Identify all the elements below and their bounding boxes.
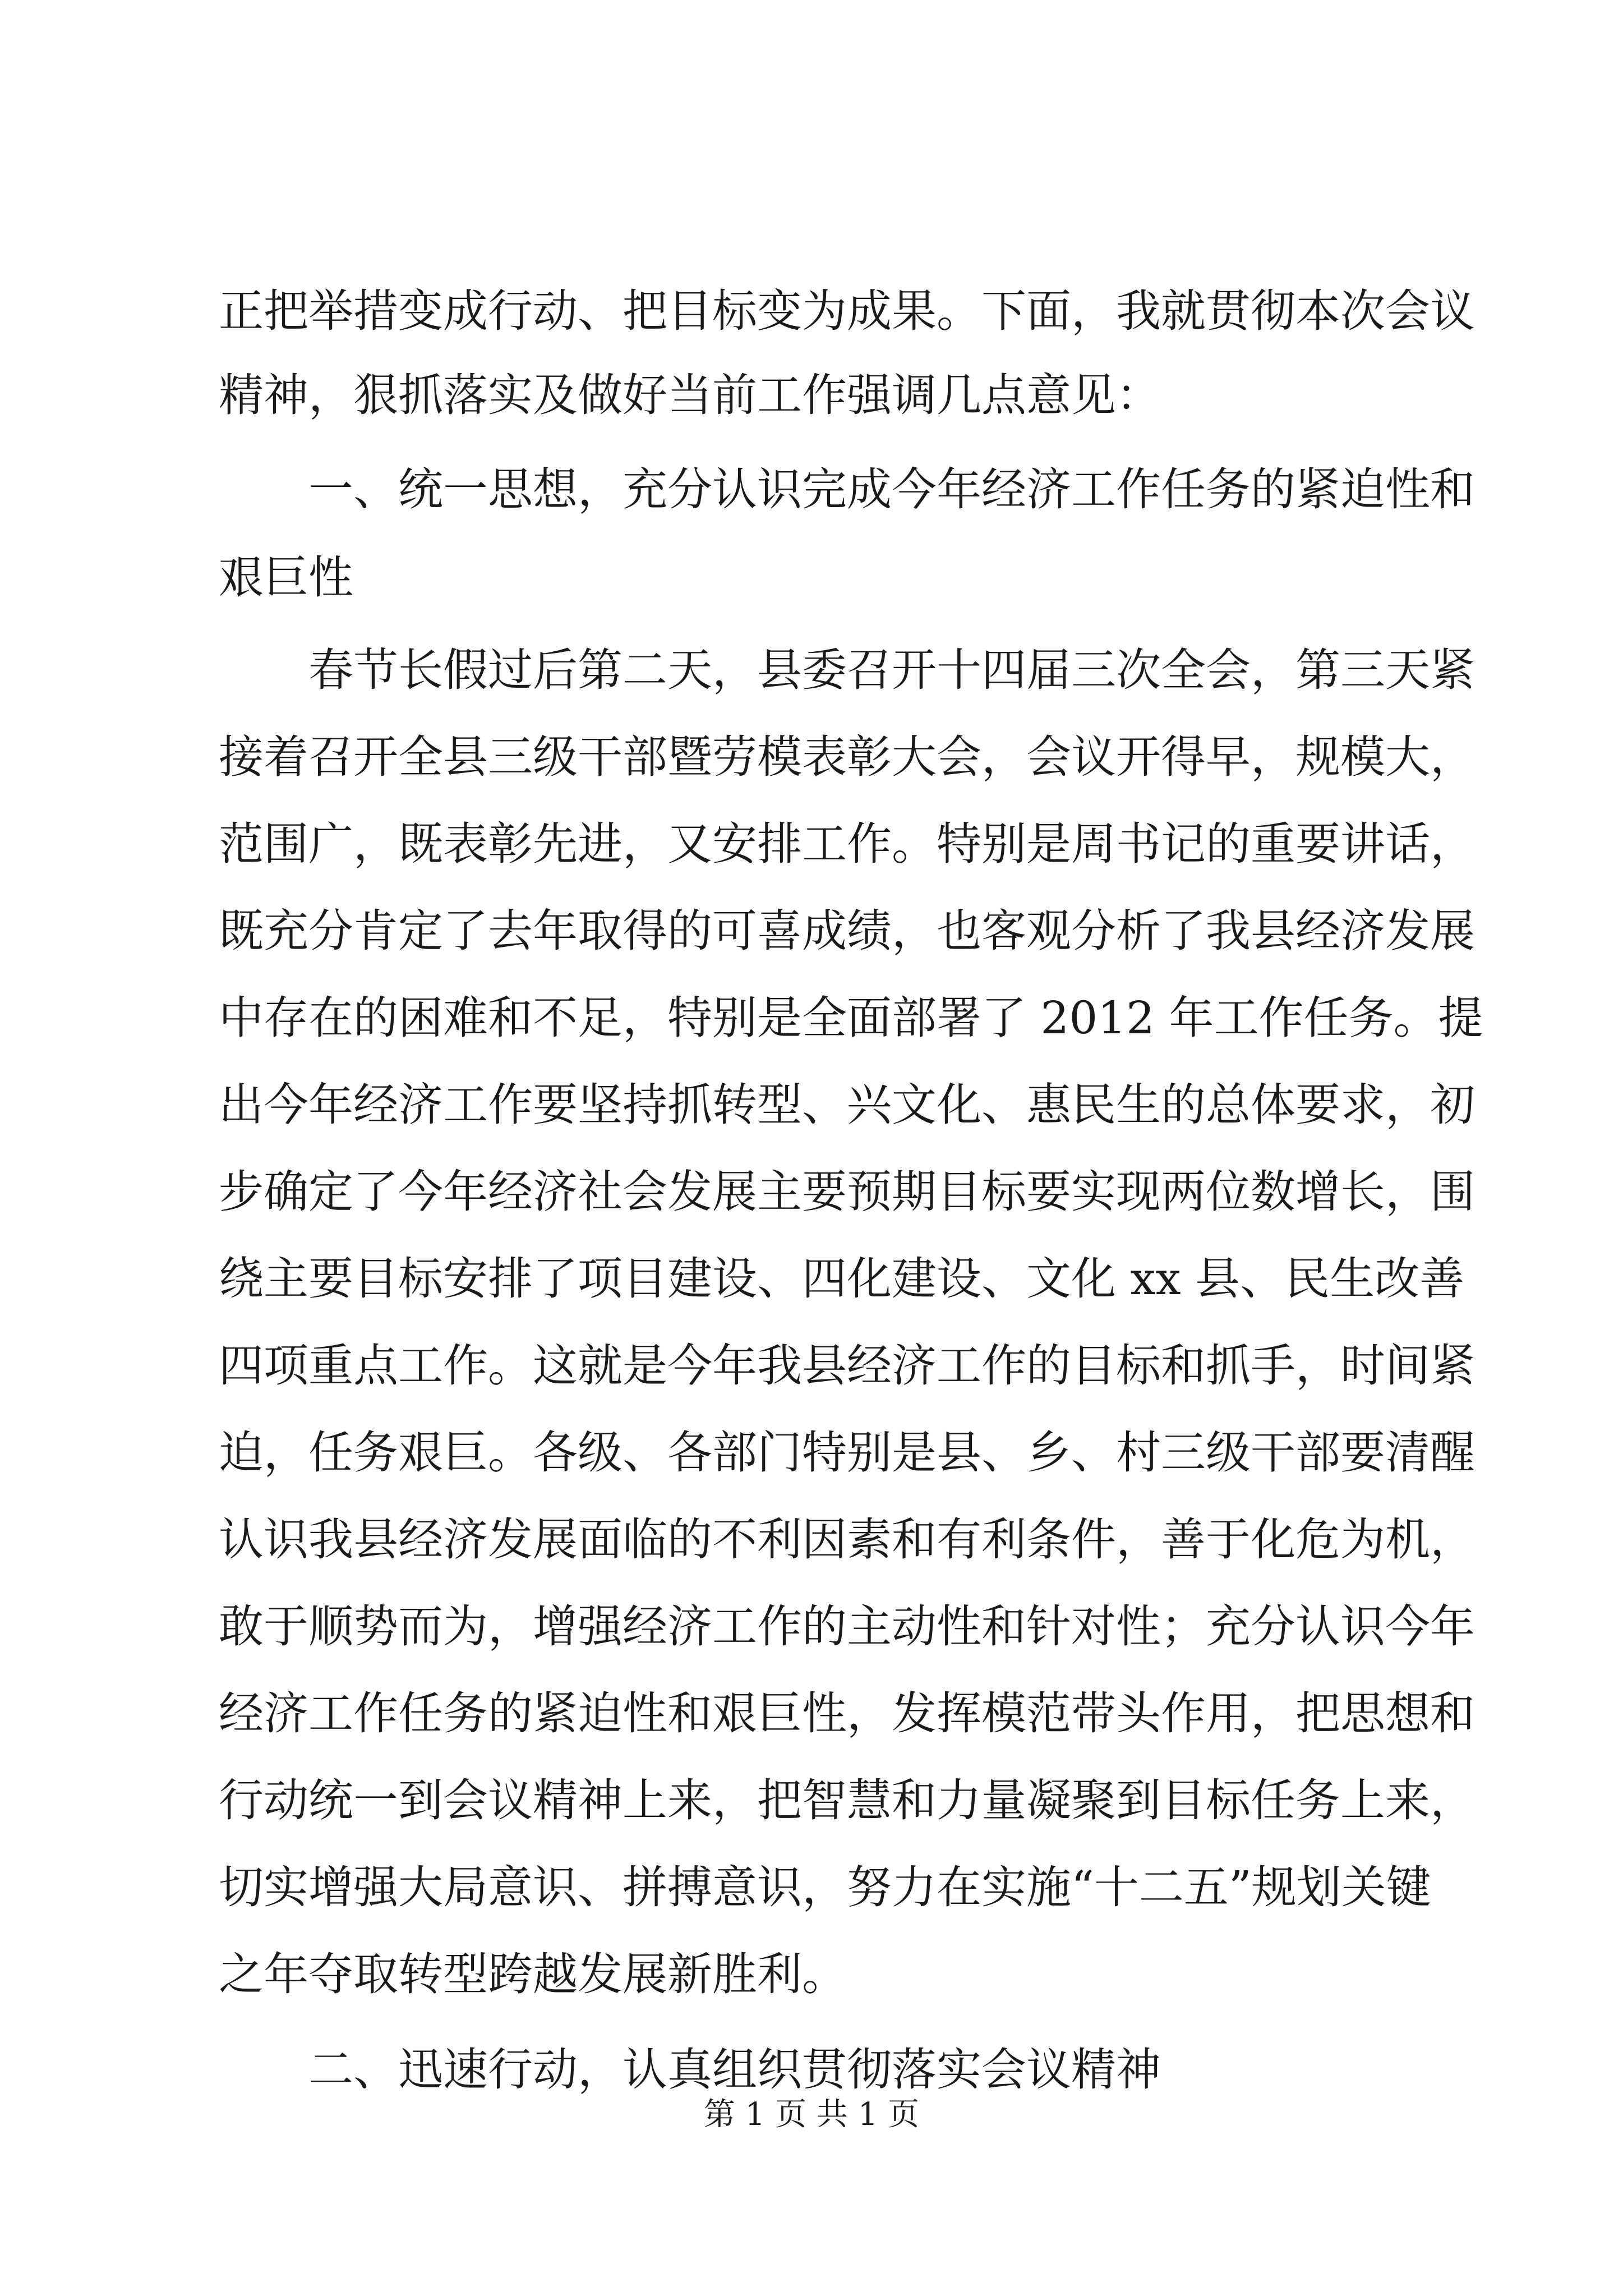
paragraph-line: 四项重点工作。这就是今年我县经济工作的目标和抓手，时间紧	[219, 1340, 1475, 1392]
paragraph-line: 敢于顺势而为，增强经济工作的主动性和针对性；充分认识今年	[219, 1600, 1475, 1653]
paragraph-line: 步确定了今年经济社会发展主要预期目标要实现两位数增长，围	[219, 1166, 1475, 1218]
section-heading-1: 一、统一思想，充分认识完成今年经济工作任务的紧迫性和	[308, 463, 1475, 516]
paragraph-line: 接着召开全县三级干部暨劳模表彰大会，会议开得早，规模大，	[219, 731, 1475, 783]
text-line: 精神，狠抓落实及做好当前工作强调几点意见：	[219, 369, 1161, 421]
paragraph-line: 切实增强大局意识、拼搏意识，努力在实施“十二五”规划关键	[219, 1861, 1431, 1913]
paragraph-line: 迫，任务艰巨。各级、各部门特别是县、乡、村三级干部要清醒	[219, 1427, 1475, 1479]
text-line: 正把举措变成行动、把目标变为成果。下面，我就贯彻本次会议	[219, 285, 1475, 337]
paragraph-line: 春节长假过后第二天，县委召开十四届三次全会，第三天紧	[308, 644, 1475, 696]
paragraph-line: 认识我县经济发展面临的不利因素和有利条件，善于化危为机，	[219, 1513, 1475, 1566]
paragraph-line: 出今年经济工作要坚持抓转型、兴文化、惠民生的总体要求，初	[219, 1079, 1475, 1131]
paragraph-line: 经济工作任务的紧迫性和艰巨性，发挥模范带头作用，把思想和	[219, 1687, 1475, 1740]
paragraph-line: 绕主要目标安排了项目建设、四化建设、文化 xx 县、民生改善	[219, 1253, 1465, 1305]
paragraph-line: 行动统一到会议精神上来，把智慧和力量凝聚到目标任务上来，	[219, 1774, 1475, 1826]
section-heading-1-cont: 艰巨性	[219, 551, 353, 604]
section-heading-2: 二、迅速行动，认真组织贯彻落实会议精神	[308, 2044, 1161, 2096]
paragraph-line: 范围广，既表彰先进，又安排工作。特别是周书记的重要讲话，	[219, 818, 1475, 870]
page-footer: 第 1 页 共 1 页	[703, 2096, 920, 2133]
paragraph-line: 之年夺取转型跨越发展新胜利。	[219, 1948, 847, 2000]
paragraph-line: 中存在的困难和不足，特别是全面部署了 2012 年工作任务。提	[219, 992, 1483, 1044]
paragraph-line: 既充分肯定了去年取得的可喜成绩，也客观分析了我县经济发展	[219, 905, 1475, 957]
